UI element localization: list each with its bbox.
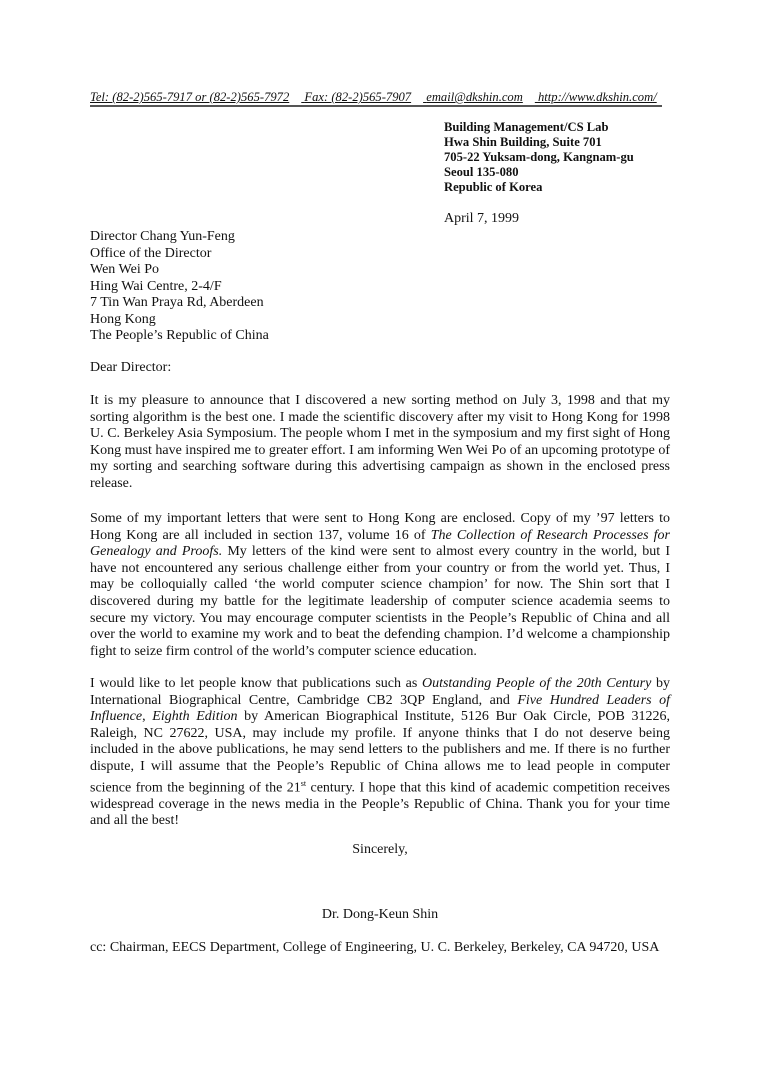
publication-edition: Eighth Edition bbox=[152, 709, 238, 725]
contact-header bbox=[90, 89, 662, 107]
body-paragraph-3 bbox=[90, 676, 670, 830]
ordinal-suffix: st bbox=[300, 778, 307, 788]
recipient-line: The People’s Republic of China bbox=[90, 328, 269, 343]
p3-text: I would like to let people know that publications such as bbox=[90, 676, 422, 691]
recipient-line: Wen Wei Po bbox=[90, 262, 160, 277]
website-link[interactable]: http://www.dkshin.com/ bbox=[537, 90, 657, 104]
sender-line: Building Management/CS Lab bbox=[444, 120, 609, 134]
p2-text: My letters of the kind were sent to almost every country in the world, but I have not encountered any serious challenge either from your country or from the world yet. Thus, I may be colloquially called ‘the world computer science champion’ for now. The Shin sort that I discovered during my battle for the legitimate leadership of computer science academia seems to secure my victory. You may encourage computer scientists in the People’s Republic of China and all over the world to examine my work and to beat the defending champion. I’d welcome a championship fight to seize firm control of the world’s computer science education. bbox=[90, 544, 670, 659]
body-paragraph-1: It is my pleasure to announce that I discovered a new sorting method on July 3, 1998 and that my sorting algorithm is the best one. I made the scientific discovery after my visit to Hong Kong for 1998 U. C. Berkeley Asia Symposium. The people whom I met in the symposium and my first sight of Hong Kong must have inspired me to greater effort. I am informing Wen Wei Po of an upcoming prototype of my sorting and searching software during this advertising campaign as shown in the enclosed press release. bbox=[90, 393, 670, 491]
publication-title: The Collection of Research Processes for Genealogy and Proofs. bbox=[90, 527, 670, 560]
body-paragraph-2 bbox=[90, 511, 670, 660]
sender-line: Seoul 135-080 bbox=[444, 165, 519, 179]
sender-address bbox=[444, 120, 634, 195]
publication-title: Five Hundred Leaders of Influence bbox=[90, 692, 671, 725]
sender-line: 705-22 Yuksam-dong, Kangnam-gu bbox=[444, 150, 634, 164]
closing: Sincerely, bbox=[352, 842, 408, 857]
recipient-line: Director Chang Yun-Feng bbox=[90, 229, 235, 244]
p3-text: , bbox=[142, 709, 153, 725]
cc-line: cc: Chairman, EECS Department, College of Engineering, U. C. Berkeley, Berkeley, CA 94720, USA bbox=[90, 940, 660, 955]
sender-line: Hwa Shin Building, Suite 701 bbox=[444, 135, 602, 149]
recipient-line: Hing Wai Centre, 2-4/F bbox=[90, 278, 222, 294]
email-link[interactable]: email@dkshin.com bbox=[426, 90, 523, 104]
p3-text: by International Biographical Centre, Cambridge CB2 3QP England, and bbox=[90, 676, 671, 708]
recipient-line: Office of the Director bbox=[90, 245, 212, 261]
recipient-address bbox=[90, 229, 269, 345]
sender-line: Republic of Korea bbox=[444, 180, 543, 194]
recipient-line: 7 Tin Wan Praya Rd, Aberdeen bbox=[90, 295, 264, 310]
fax: Fax: (82-2)565-7907 bbox=[304, 90, 412, 104]
publication-title: Outstanding People of the 20th Century bbox=[421, 676, 652, 691]
recipient-line: Hong Kong bbox=[90, 311, 156, 327]
signature-name: Dr. Dong-Keun Shin bbox=[321, 907, 439, 922]
p3-text: by American Biographical Institute, 5126 Bur Oak Circle, POB 31226, Raleigh, NC 27622, USA, may include my profile. If anyone thinks that I do not deserve being included in the above publications, he may send letters to the publishers and me. If there is no further dispute, I will assume that the People’s Republic of China allows me to lead people in computer science from the beginning of the 21 bbox=[90, 709, 670, 796]
letter-date: April 7, 1999 bbox=[444, 211, 520, 226]
telephone: Tel: (82-2)565-7917 or (82-2)565-7972 bbox=[90, 90, 290, 104]
salutation: Dear Director: bbox=[90, 360, 172, 375]
p3-text: century. I hope that this kind of academic competition receives widespread coverage in the news media in the People’s Republic of China. Thank you for your time and all the best! bbox=[90, 780, 670, 829]
p2-text: Some of my important letters that were sent to Hong Kong are enclosed. Copy of my ’97 letters to Hong Kong are all included in section 137, volume 16 of bbox=[90, 511, 670, 543]
